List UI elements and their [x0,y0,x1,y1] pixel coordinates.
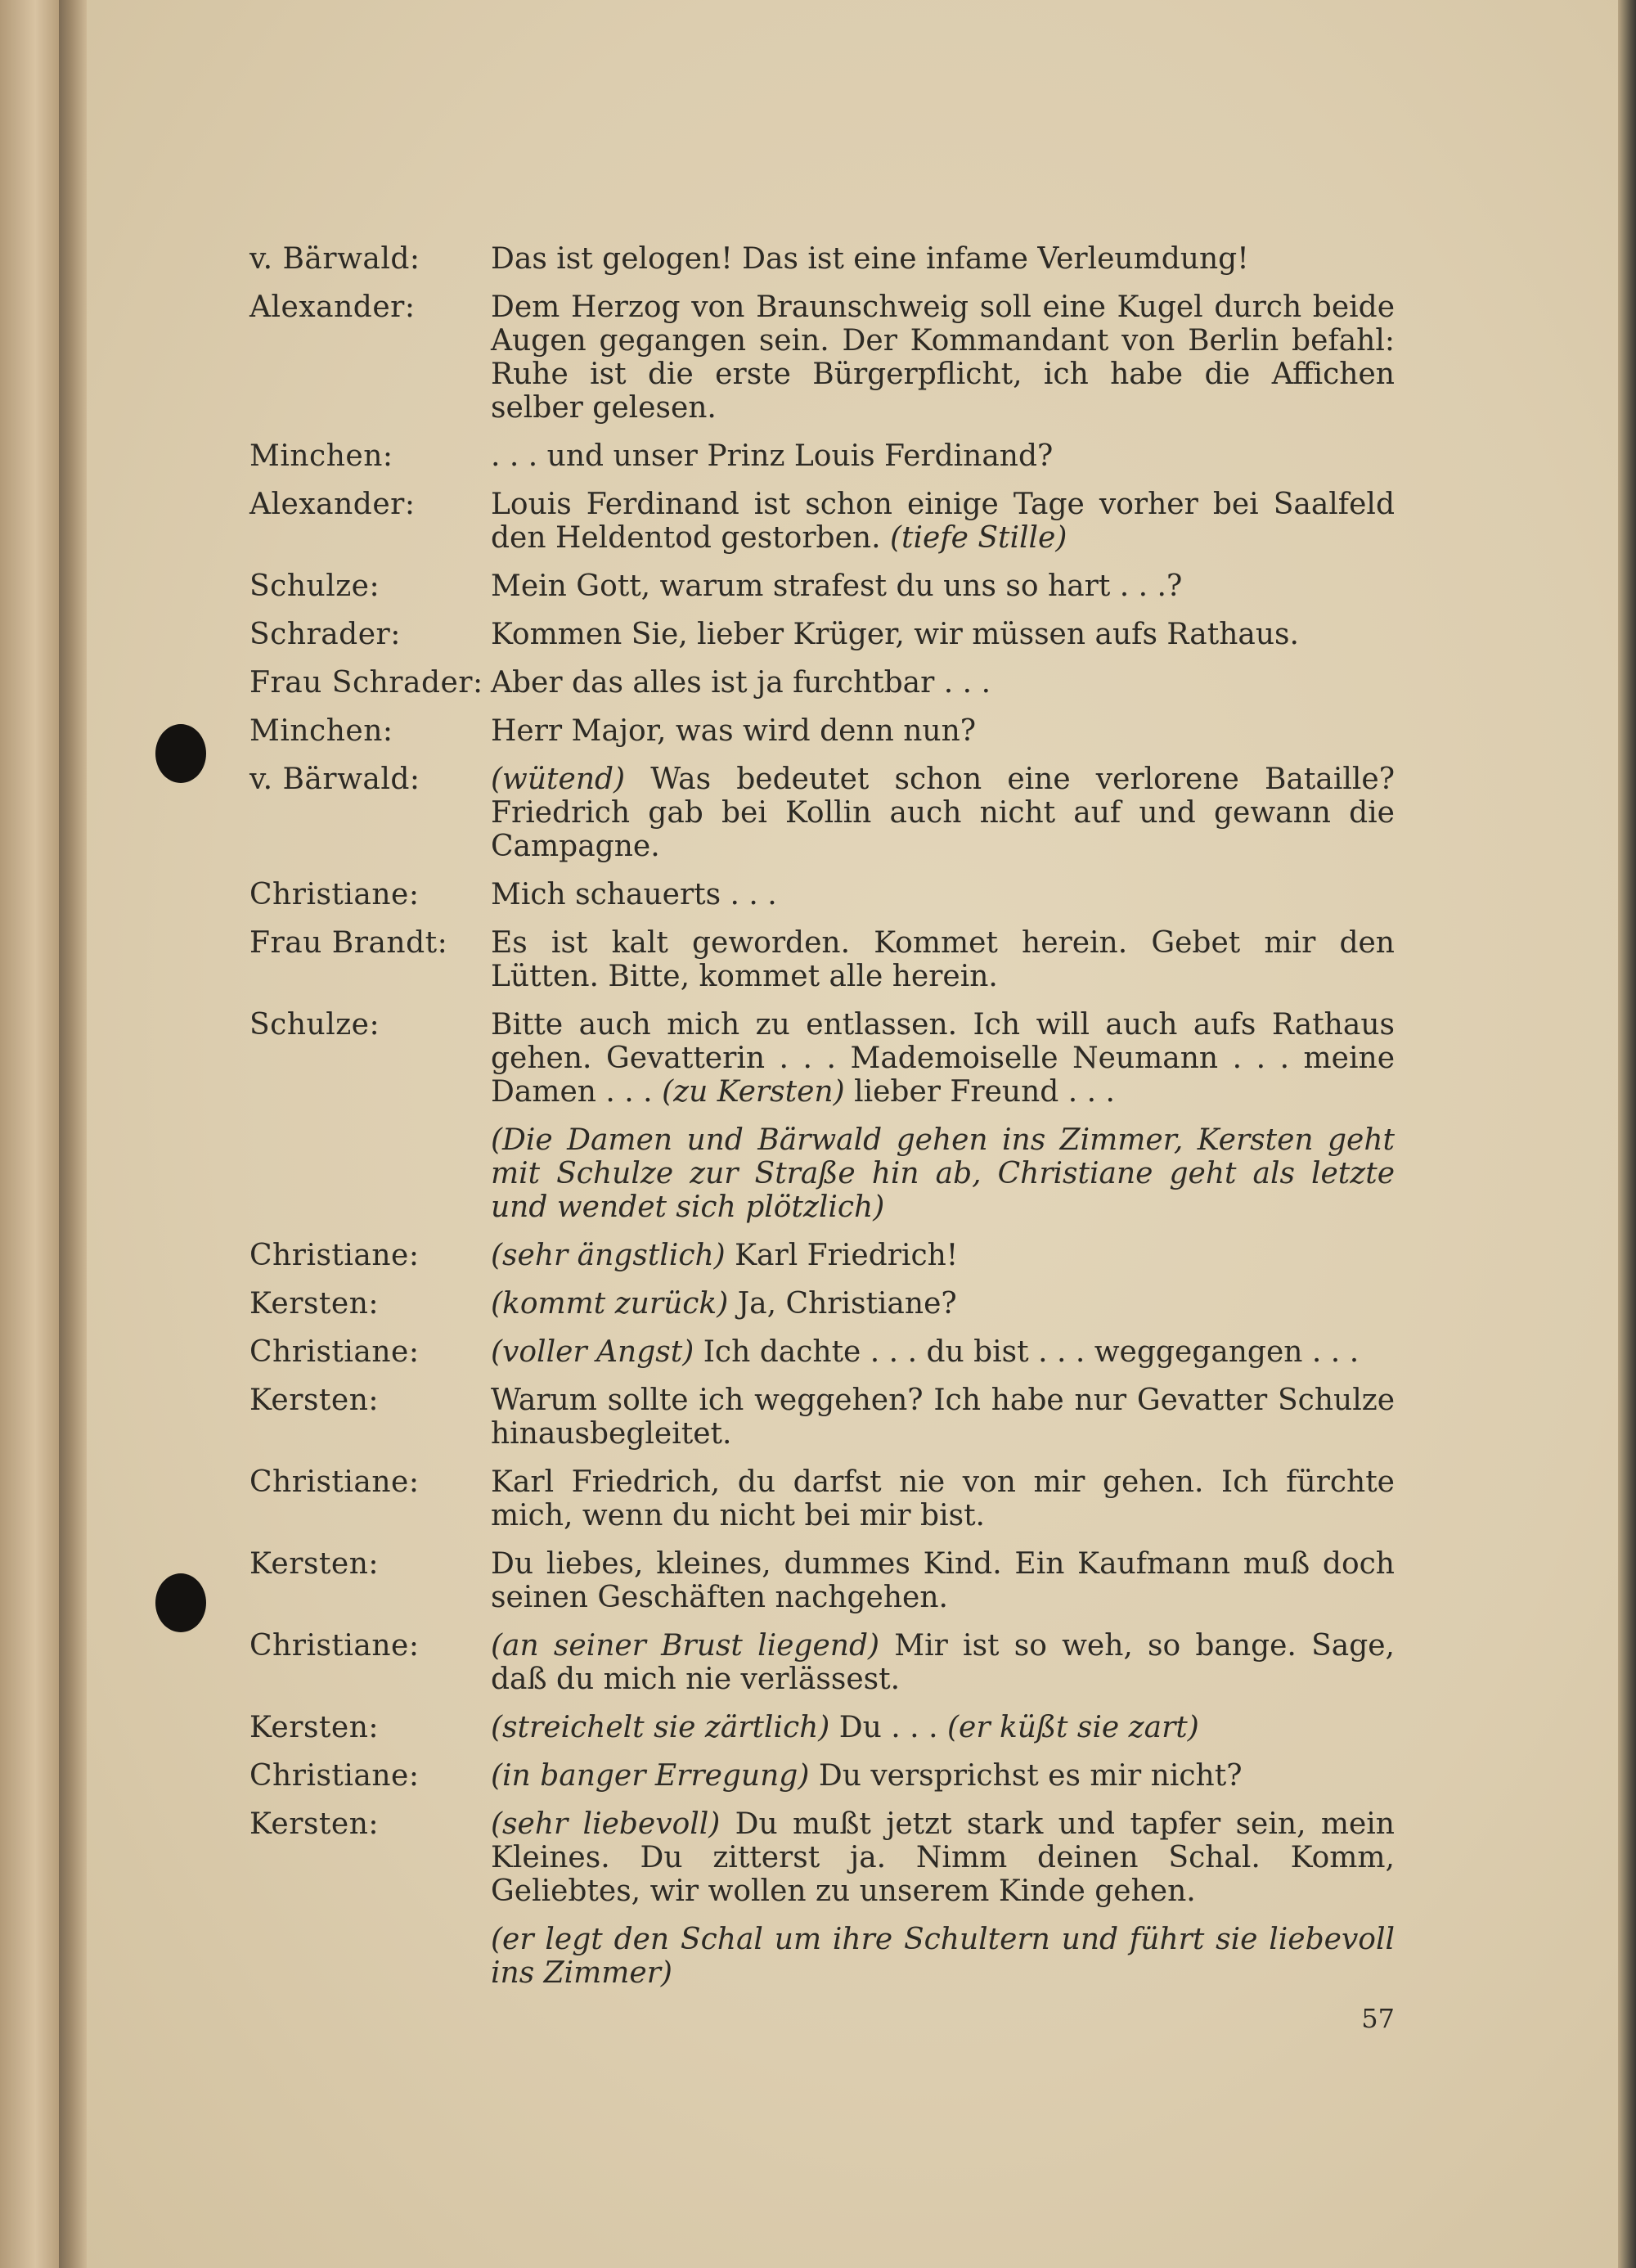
dialogue-entry [249,666,1395,700]
speech-fragment: Das ist gelogen! Das ist eine infame Verleumdung! [491,242,1249,276]
dialogue-entry [249,1008,1395,1109]
speech-text [491,439,1395,473]
speech-fragment: Louis Ferdinand ist schon einige Tage vorher bei Saalfeld den Heldentod gestorben. [491,488,1395,555]
speech-fragment: Mir ist so weh, so bange. Sage, daß du mich nie verlässest. [491,1629,1396,1696]
stage-direction-inline: (er küßt sie zart) [946,1711,1199,1744]
dialogue-entry [249,714,1395,748]
stage-direction-inline: (in banger Erregung) [491,1759,810,1793]
speech-text [491,242,1395,276]
page-number: 57 [1361,2003,1395,2034]
dialogue-block-2 [249,1239,1395,1908]
dialogue-entry [249,878,1395,911]
dialogue-entry [249,488,1395,555]
speaker-name: Christiane: [249,1335,420,1369]
page-edge-shadow [1618,0,1636,2268]
speech-text [491,714,1395,748]
speech-text [491,1465,1395,1532]
speech-fragment: Warum sollte ich weggehen? Ich habe nur Gevatter Schulze hinausbegleitet. [491,1384,1395,1451]
speech-fragment: Du mußt jetzt stark und tapfer sein, mein Kleines. Du zitterst ja. Nimm deinen Schal. Komm, Geliebtes, wir wollen zu unserem Kinde gehen. [491,1807,1395,1908]
dialogue-block-1 [249,242,1395,1109]
stage-direction-inline: (voller Angst) [491,1335,694,1369]
stage-direction-inline: (sehr ängstlich) [491,1239,726,1272]
speaker-name: v. Bärwald: [249,763,420,796]
dialogue-entry [249,242,1395,276]
speech-text [491,1547,1395,1614]
dialogue-entry [249,569,1395,603]
dialogue-entry [249,926,1395,993]
speech-text [491,666,1395,700]
speaker-name: Schulze: [249,1008,380,1042]
speech-fragment: Bitte auch mich zu entlassen. Ich will auch aufs Rathaus gehen. Gevatterin . . . Mademoiselle Neumann . . . meine Damen . . . [491,1008,1395,1109]
stage-direction-inline: (sehr liebevoll) [491,1807,721,1841]
speaker-name: Minchen: [249,714,393,748]
speech-fragment: Kommen Sie, lieber Krüger, wir müssen aufs Rathaus. [491,618,1299,651]
play-script [249,242,1395,2005]
dialogue-entry [249,1287,1395,1321]
speech-fragment: Ich dachte . . . du bist . . . weggegangen . . . [694,1335,1360,1369]
speech-text [491,1629,1395,1696]
stage-direction-inline: (zu Kersten) [662,1075,845,1109]
speaker-name: Christiane: [249,1239,420,1272]
dialogue-entry [249,290,1395,425]
speech-fragment: Was bedeutet schon eine verlorene Bataille? Friedrich gab bei Kollin auch nicht auf und gewann die Campagne. [491,763,1395,863]
speaker-name: Christiane: [249,1465,420,1499]
dialogue-entry [249,763,1395,863]
speech-fragment: Mein Gott, warum strafest du uns so hart . . .? [491,569,1183,603]
speaker-name: Schulze: [249,569,380,603]
dialogue-entry [249,618,1395,651]
speaker-name: Christiane: [249,1759,420,1793]
stage-direction-inline: (wütend) [491,763,626,796]
dialogue-entry [249,1239,1395,1272]
speech-fragment: lieber Freund . . . [844,1075,1115,1109]
speaker-name: Minchen: [249,439,393,473]
dialogue-entry [249,1547,1395,1614]
speech-text [491,618,1395,651]
speech-fragment: Mich schauerts . . . [491,878,777,911]
stage-direction-inline: (kommt zurück) [491,1287,729,1321]
speaker-name: Kersten: [249,1547,380,1581]
speech-text [491,290,1395,425]
punch-hole-top [155,724,206,783]
speaker-name: Christiane: [249,878,420,911]
speaker-name: Kersten: [249,1384,380,1417]
speech-fragment: Karl Friedrich! [725,1239,959,1272]
previous-page-edge [0,0,59,2268]
speaker-name: Kersten: [249,1287,380,1321]
speech-fragment: Du liebes, kleines, dummes Kind. Ein Kaufmann muß doch seinen Geschäften nachgehen. [491,1547,1395,1614]
speech-fragment: Dem Herzog von Braunschweig soll eine Kugel durch beide Augen gegangen sein. Der Kommandant von Berlin befahl: Ruhe ist die erste Bürgerpflicht, ich habe die Affichen selber gelesen. [491,290,1395,425]
dialogue-entry [249,1711,1395,1744]
stage-direction-2: (er legt den Schal um ihre Schultern und führt sie liebevoll ins Zimmer) [491,1923,1395,1990]
speech-text [491,1759,1395,1793]
dialogue-entry [249,1759,1395,1793]
speaker-name: Schrader: [249,618,401,651]
stage-direction-inline: (tiefe Stille) [889,521,1067,555]
speaker-name: Alexander: [249,290,416,324]
speech-fragment: . . . und unser Prinz Louis Ferdinand? [491,439,1054,473]
book-spine [59,0,87,2268]
speech-text [491,1384,1395,1451]
speech-text [491,878,1395,911]
speech-text [491,763,1395,863]
speech-text [491,1287,1395,1321]
speaker-name: Alexander: [249,488,416,521]
speech-text [491,1335,1395,1369]
speech-fragment: Herr Major, was wird denn nun? [491,714,977,748]
speech-text [491,488,1395,555]
speaker-name: Frau Schrader: [249,666,483,700]
dialogue-entry [249,1335,1395,1369]
dialogue-entry [249,1465,1395,1532]
stage-direction-1: (Die Damen und Bärwald gehen ins Zimmer, Kersten geht mit Schulze zur Straße hin ab, Christiane geht als letzte und wendet sich plötzlich) [491,1123,1395,1224]
speech-fragment: Aber das alles ist ja furchtbar . . . [491,666,991,700]
dialogue-entry [249,1807,1395,1908]
speech-fragment: Du versprichst es mir nicht? [809,1759,1243,1793]
dialogue-entry [249,1629,1395,1696]
speaker-name: v. Bärwald: [249,242,420,276]
speech-fragment: Es ist kalt geworden. Kommet herein. Gebet mir den Lütten. Bitte, kommet alle herein. [491,926,1395,993]
speech-text [491,569,1395,603]
punch-hole-bottom [155,1573,206,1632]
stage-direction-inline: (streichelt sie zärtlich) [491,1711,830,1744]
speech-fragment: Ja, Christiane? [728,1287,957,1321]
speech-text [491,1239,1395,1272]
speech-text [491,1711,1395,1744]
speaker-name: Frau Brandt: [249,926,448,960]
speaker-name: Kersten: [249,1807,380,1841]
speech-text [491,1008,1395,1109]
speech-text [491,1807,1395,1908]
dialogue-entry [249,439,1395,473]
speech-text [491,926,1395,993]
speech-fragment: Du . . . [829,1711,947,1744]
speech-fragment: Karl Friedrich, du darfst nie von mir gehen. Ich fürchte mich, wenn du nicht bei mir bist. [491,1465,1395,1532]
speaker-name: Christiane: [249,1629,420,1663]
stage-direction-inline: (an seiner Brust liegend) [491,1629,880,1663]
dialogue-entry [249,1384,1395,1451]
speaker-name: Kersten: [249,1711,380,1744]
